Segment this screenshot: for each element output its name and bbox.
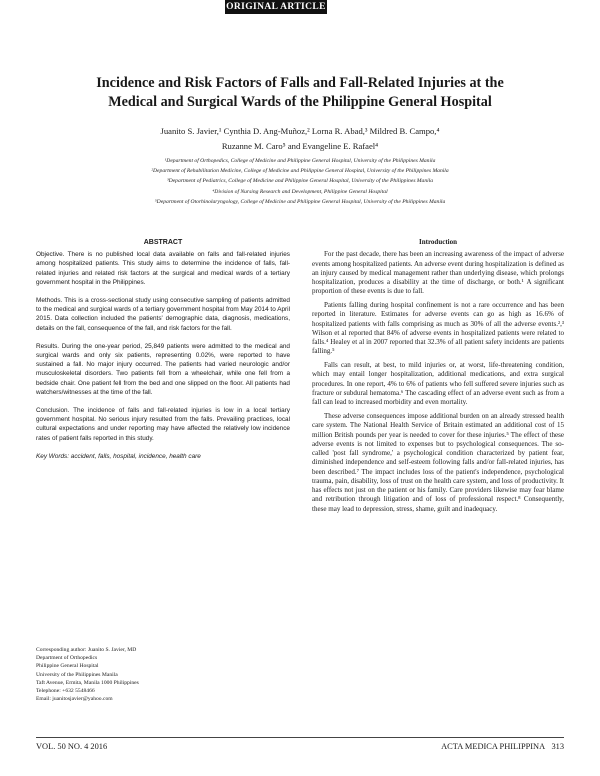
introduction-section — [312, 238, 564, 514]
article-type-banner: ORIGINAL ARTICLE — [226, 2, 326, 12]
volume-issue: VOL. 50 NO. 4 2016 — [36, 742, 108, 751]
author-list — [60, 124, 540, 154]
affiliations — [30, 156, 570, 207]
introduction-heading: Introduction — [419, 238, 457, 246]
introduction-paragraph: These adverse consequences impose additional burden on an already stressed health care system. The National Health Service of Britain estimated an additional cost of 15 million British pounds per year is needed to cover for these injuries.⁵ The effect of these adverse events is not limited to expenses but to psychological consequences. The so-called 'post fall syndrome,' a psychological condition characterized by patient fear, diminished independence and self-esteem following falls and/or fall-related injuries, has been described.⁷ The impact includes loss of the patient's independence, psychological trauma, pain, disability, loss of trust on the health care system, and loss of productivity. It has effects not just on the patient or his family. Care providers likewise may fear blame and retribution through litigation and of loss of professional respect.⁸ Consequently, these may lead to depression, stress, shame, guilt and inadequacy. — [312, 412, 564, 513]
abstract-results: Results. During the one-year period, 25,849 patients were admitted to the medical and surgical wards and only six patients, representing 0.02%, were reported to have sustained a fall. No major injury occurred. The patients had varied neurologic and/or musculoskeletal disorders. Two patients fell from a wheelchair, while one fell from a bedside chair. One patient fell from the bed and one slipped on the floor. All patients had watchers/witnesses at the time of the fall. — [36, 342, 290, 396]
correspondence-line: Department of Orthopedics — [36, 655, 98, 662]
authors-line-1: Juanito S. Javier,¹ Cynthia D. Ang-Muñoz,² Lorna R. Abad,³ Mildred B. Campo,⁴ — [160, 126, 440, 136]
correspondence-line: University of the Philippines Manila — [36, 671, 118, 678]
article-title — [40, 74, 560, 112]
correspondence-line: Telephone: +632 5548466 — [36, 688, 95, 695]
abstract-objective: Objective. There is no published local data available on falls and fall-related injuries among hospitalized patients. This study aims to determine the incidence of falls, fall-related injuries and related risk factors at the surgical and medical wards of a tertiary government hospital in the Philippines. — [36, 251, 290, 286]
authors-line-2: Ruzanne M. Caro⁵ and Evangeline E. Rafael⁴ — [221, 141, 379, 151]
correspondence-line: Taft Avenue, Ermita, Manila 1000 Philippines — [36, 679, 139, 686]
page-footer — [36, 737, 564, 754]
abstract-methods: Methods. This is a cross-sectional study using consecutive sampling of patients admitted to the medical and surgical wards of a tertiary government hospital from May 2014 to April 2015. Data collection included the patients' demographic data, diagnosis, medications, details on the fall, consequence of the fall, and risk factors for the fall. — [36, 297, 290, 332]
page-number: 313 — [551, 742, 564, 751]
correspondence-line: Philippine General Hospital — [36, 663, 99, 670]
correspondence-line: Corresponding author: Juanito S. Javier, MD — [36, 647, 137, 653]
title-line-1: Incidence and Risk Factors of Falls and Fall-Related Injuries at the — [96, 75, 504, 91]
correspondence-block — [36, 646, 256, 703]
title-line-2: Medical and Surgical Wards of the Philippine General Hospital — [108, 94, 492, 110]
abstract-conclusion: Conclusion. The incidence of falls and fall-related injuries is low in a local tertiary government hospital. No serious injury resulted from the falls. Prevailing practices, local cultural expectations and under reporting may have affected the relatively low incidence rates of patient falls reported in this study. — [36, 407, 290, 442]
journal-and-page — [441, 742, 564, 751]
correspondence-email: Email: juanitosjavier@yahoo.com — [36, 696, 113, 703]
abstract-section — [36, 238, 290, 470]
abstract-keywords: Key Words: accident, falls, hospital, incidence, health care — [36, 452, 201, 460]
affiliation: ¹Department of Orthopedics, College of Medicine and Philippine General Hospital, University of the Philippines Manila — [164, 158, 436, 164]
affiliation: ³Department of Pediatrics, College of Medicine and Philippine General Hospital, University of the Philippines Manila — [166, 178, 434, 185]
abstract-heading: ABSTRACT — [143, 239, 183, 246]
affiliation: ²Department of Rehabilitation Medicine, College of Medicine and Philippine General Hospital, University of the Philippines Manila — [151, 168, 449, 175]
introduction-paragraph: Falls can result, at best, to mild injuries or, at worst, life-threatening condition, which may entail longer hospitalization, additional medications, and extra surgical procedures. In one report, 4% to 6% of patients who fell suffered severe injuries such as fracture or subdural hematoma.⁶ The cascading effect of an adverse event such as from a fall can lead to increased morbidity and even mortality. — [312, 361, 564, 407]
affiliation: ⁴Division of Nursing Research and Development, Philippine General Hospital — [212, 188, 388, 195]
introduction-paragraph: Patients falling during hospital confinement is not a rare occurrence and has been reported in literature. Estimates for adverse events can go as high as 16.6% of hospitalized patients with falls comprising as much as 30% of all the adverse events.²,³ Wilson et al reported that 84% of adverse events in hospitalized patients were related to falls.⁴ Healey et al in 2007 reported that 32.3% of all patient safety incidents are patients falling.⁵ — [312, 301, 564, 356]
journal-name: ACTA MEDICA PHILIPPINA — [441, 742, 546, 751]
affiliation: ⁵Department of Otorhinolaryngology, College of Medicine and Philippine General Hospital, University of the Philippines Manila — [154, 198, 446, 205]
introduction-paragraph: For the past decade, there has been an increasing awareness of the impact of adverse events among hospitalized patients. An adverse event during hospitalization is defined as an injury caused by medical management rather than underlying disease, which prolongs hospitalization, produces a disability at the time of discharge, or both.¹ A significant proportion of these events is due to fall. — [312, 250, 564, 296]
